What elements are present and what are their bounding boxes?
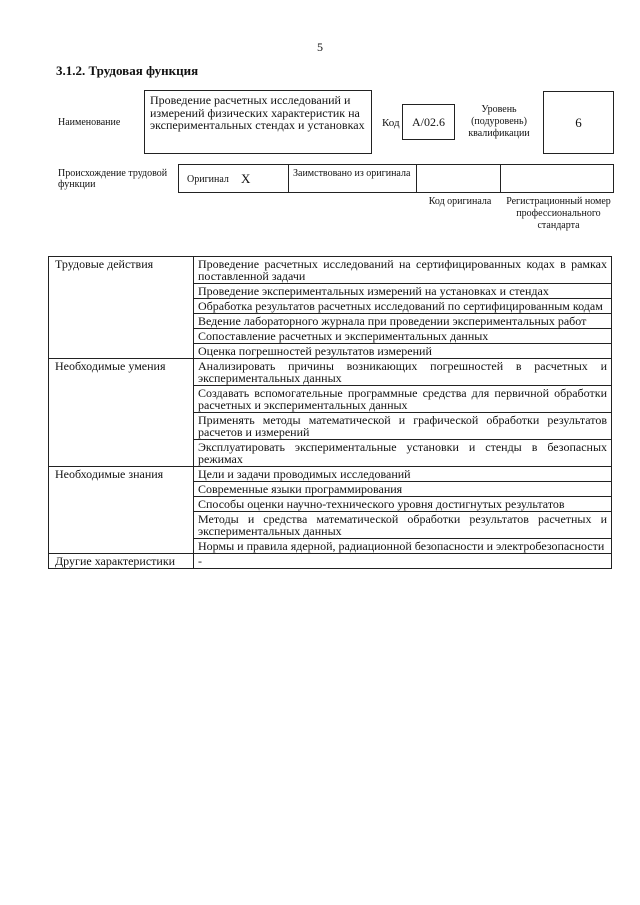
category-cell [49, 329, 194, 344]
table-row [49, 497, 612, 512]
category-cell [49, 413, 194, 440]
category-label: Трудовые действия [49, 257, 194, 284]
category-cell [49, 314, 194, 329]
table-row [49, 554, 612, 569]
category-label: Необходимые знания [49, 467, 194, 482]
item-text: - [194, 554, 612, 569]
table-row [49, 413, 612, 440]
item-text: Сопоставление расчетных и экспериментальных данных [194, 329, 612, 344]
category-cell [49, 386, 194, 413]
table-row [49, 299, 612, 314]
table-row [49, 344, 612, 359]
borrowed-cell [289, 165, 417, 192]
reg-number-caption: Регистрационный номер профессионального стандарта [506, 196, 611, 231]
function-table [48, 256, 612, 569]
table-row [49, 257, 612, 284]
table-row [49, 284, 612, 299]
original-label: Оригинал [187, 174, 229, 185]
section-title: 3.1.2. Трудовая функция [56, 63, 199, 78]
category-cell [49, 539, 194, 554]
item-text: Современные языки программирования [194, 482, 612, 497]
code-original-cell [417, 165, 501, 192]
item-text: Оценка погрешностей результатов измерений [194, 344, 612, 359]
item-text: Применять методы математической и графической обработки результатов расчетов и измерений [194, 413, 612, 440]
level-label: Уровень (подуровень) квалификации [468, 104, 530, 139]
page-number: 5 [317, 40, 323, 54]
table-row [49, 440, 612, 467]
category-cell [49, 344, 194, 359]
level-value: 6 [543, 91, 614, 154]
code-original-caption: Код оригинала [428, 196, 492, 207]
item-text: Цели и задачи проводимых исследований [194, 467, 612, 482]
table-row [49, 329, 612, 344]
item-text: Обработка результатов расчетных исследований по сертифицированным кодам [194, 299, 612, 314]
item-text: Нормы и правила ядерной, радиационной безопасности и электробезопасности [194, 539, 612, 554]
table-row [49, 359, 612, 386]
name-label: Наименование [58, 117, 121, 128]
code-label: Код [382, 117, 400, 129]
item-text: Проведение расчетных исследований на сертифицированных кодах в рамках поставленной задачи [194, 257, 612, 284]
category-cell [49, 440, 194, 467]
category-label: Необходимые умения [49, 359, 194, 386]
item-text: Способы оценки научно-технического уровня достигнутых результатов [194, 497, 612, 512]
reg-number-cell [501, 165, 613, 192]
item-text: Создавать вспомогательные программные средства для первичной обработки расчетных и экспериментальных данных [194, 386, 612, 413]
origin-row [178, 164, 614, 193]
item-text: Ведение лабораторного журнала при проведении экспериментальных работ [194, 314, 612, 329]
item-text: Методы и средства математической обработки результатов расчетных и экспериментальных данных [194, 512, 612, 539]
table-row [49, 539, 612, 554]
item-text: Проведение экспериментальных измерений на установках и стендах [194, 284, 612, 299]
category-label: Другие характеристики [49, 554, 194, 569]
origin-label: Происхождение трудовой функции [58, 168, 168, 190]
table-row [49, 482, 612, 497]
table-row [49, 314, 612, 329]
category-cell [49, 299, 194, 314]
borrowed-label: Заимствовано из оригинала [293, 168, 411, 179]
name-value: Проведение расчетных исследований и измерений физических характеристик на экспериментальных стендах и установках [144, 90, 372, 154]
original-mark: X [241, 171, 251, 186]
category-cell [49, 512, 194, 539]
category-cell [49, 482, 194, 497]
table-row [49, 512, 612, 539]
category-cell [49, 284, 194, 299]
category-cell [49, 497, 194, 512]
code-value: A/02.6 [402, 104, 455, 140]
item-text: Анализировать причины возникающих погрешностей в расчетных и экспериментальных данных [194, 359, 612, 386]
item-text: Эксплуатировать экспериментальные установки и стенды в безопасных режимах [194, 440, 612, 467]
table-row [49, 386, 612, 413]
original-cell [179, 165, 289, 192]
table-row [49, 467, 612, 482]
